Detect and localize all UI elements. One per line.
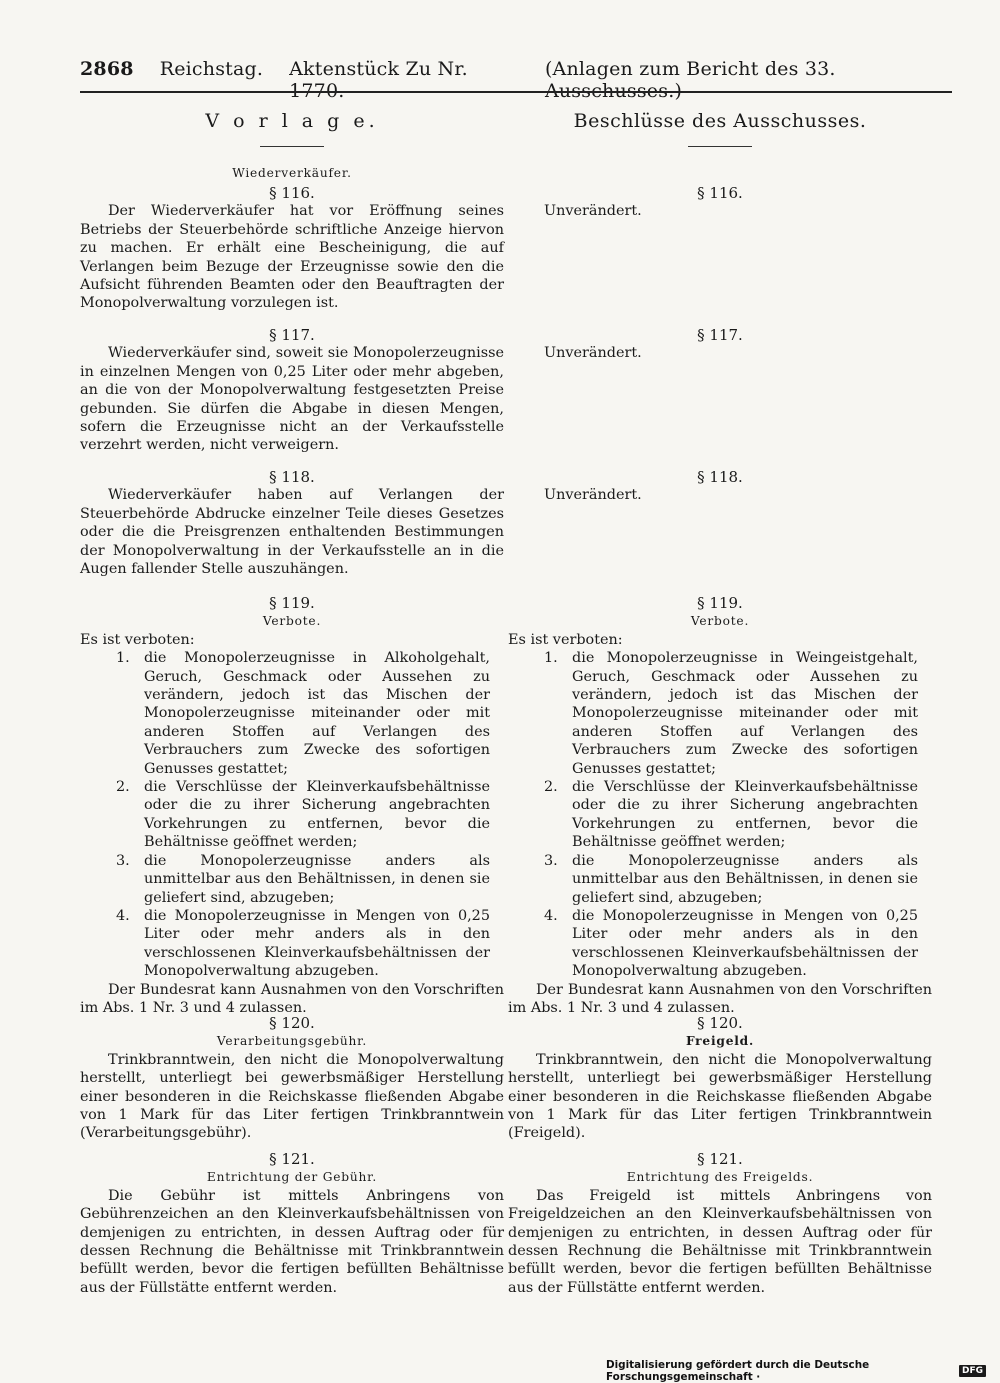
right-section-116 [508, 184, 932, 221]
section-number: § 121. [269, 1150, 315, 1168]
right-section-119 [508, 594, 932, 1017]
header-document: Aktenstück Zu Nr. 1770. [289, 58, 468, 102]
section-number: § 117. [697, 326, 743, 344]
section-text: Das Freigeld ist mittels Anbringens von Freigeldzeichen an den Kleinverkaufsbehältnissen von demjenigen zu entrichten, in dessen Auftrag oder für dessen Rechnung die Behältnisse mit Trinkbranntwein befüllt werden, bevor die fertigen befüllten Behältnisse aus der Füllstätte entfernt werden. [508, 1187, 932, 1296]
list-item: 1. die Monopolerzeugnisse in Alkoholgehalt, Geruch, Geschmack oder Aussehen zu verändern, jedoch ist das Mischen der Monopolerzeugnisse miteinander oder mit anderen Stoffen auf Verlangen des Verbrauchers zum Zwecke des sofortigen Genusses gestattet; [116, 650, 490, 777]
section-number: § 116. [269, 184, 315, 202]
section-text: Der Wiederverkäufer hat vor Eröffnung seines Betriebs der Steuerbehörde schriftliche Anzeige hiervon zu machen. Er erhält eine Bescheinigung, die auf Verlangen beim Bezuge der Erzeugnisse sowie den die Aufsicht führenden Beamten oder den Beauftragten der Monopolverwaltung vorzulegen ist. [80, 203, 504, 312]
list-item: 3. die Monopolerzeugnisse anders als unmittelbar aus den Behältnissen, in denen sie geliefert sind, abzugeben; [544, 852, 918, 906]
left-section-119 [80, 594, 504, 1017]
section-subtitle: Freigeld. [685, 1034, 755, 1049]
section-number: § 120. [269, 1014, 315, 1032]
section-number: § 121. [697, 1150, 743, 1168]
section-text: Wiederverkäufer haben auf Verlangen der Steuerbehörde Abdrucke einzelner Teile dieses Gesetzes oder die die Preisgrenzen enthaltenden Bestimmungen der Monopolverwaltung in der Verkaufsstelle an in die Augen fallender Stelle auszuhängen. [80, 487, 504, 578]
section-subtitle: Verbote. [690, 614, 750, 629]
page-header [80, 58, 960, 102]
section-intro: Es ist verboten: [80, 631, 195, 648]
left-section-117 [80, 326, 504, 455]
left-section-116 [80, 184, 504, 313]
section-number: § 118. [697, 468, 743, 486]
section-text: Trinkbranntwein, den nicht die Monopolverwaltung herstellt, unterliegt bei gewerbsmäßiger Herstellung einer besonderen in die Reichskasse fließenden Abgabe von 1 Mark für das Liter fertigen Trinkbranntwein (Freigeld). [508, 1051, 932, 1142]
digitization-credit [606, 1359, 986, 1383]
page-number: 2868 [80, 58, 134, 80]
list-item: 4. die Monopolerzeugnisse in Mengen von 0,25 Liter oder mehr anders als in den verschlossenen Kleinverkaufsbehältnissen der Monopolverwaltung abzugeben. [116, 907, 490, 980]
left-section-120 [80, 1014, 504, 1143]
right-column-title: Beschlüsse des Ausschusses. [573, 110, 867, 132]
left-title-rule [260, 146, 324, 147]
header-rule [80, 91, 952, 93]
section-subtitle: Entrichtung des Freigelds. [626, 1170, 814, 1185]
section-closing: Der Bundesrat kann Ausnahmen von den Vorschriften im Abs. 1 Nr. 3 und 4 zulassen. [508, 981, 932, 1016]
left-heading: Wiederverkäufer. [232, 166, 352, 180]
right-column [508, 108, 932, 1296]
section-text: Die Gebühr ist mittels Anbringens von Gebührenzeichen an den Kleinverkaufsbehältnissen von demjenigen zu entrichten, in dessen Auftrag oder für dessen Rechnung die Behältnisse mit Trinkbranntwein befüllt werden, bevor die fertigen befüllten Behältnisse aus der Füllstätte entfernt werden. [80, 1187, 504, 1296]
header-source: Reichstag. [159, 58, 264, 80]
left-heading-block [80, 164, 504, 182]
list-item: 1. die Monopolerzeugnisse in Weingeistgehalt, Geruch, Geschmack oder Aussehen zu verändern, jedoch ist das Mischen der Monopolerzeugnisse miteinander oder mit anderen Stoffen auf Verlangen des Verbrauchers zum Zwecke des sofortigen Genusses gestattet; [544, 650, 918, 777]
right-section-117 [508, 326, 932, 363]
section-subtitle: Verarbeitungsgebühr. [216, 1034, 368, 1049]
prohibition-list [508, 649, 932, 980]
left-section-121 [80, 1150, 504, 1297]
left-section-118 [80, 468, 504, 578]
section-subtitle: Entrichtung der Gebühr. [206, 1170, 378, 1185]
list-item: 4. die Monopolerzeugnisse in Mengen von 0,25 Liter oder mehr anders als in den verschlossenen Kleinverkaufsbehältnissen der Monopolverwaltung abzugeben. [544, 907, 918, 980]
left-column [80, 108, 504, 1296]
section-subtitle: Verbote. [262, 614, 322, 629]
right-section-121 [508, 1150, 932, 1297]
section-text: Wiederverkäufer sind, soweit sie Monopolerzeugnisse in einzelnen Mengen von 0,25 Liter oder mehr abgeben, an die von der Monopolverwaltung festgesetzten Preise gebunden. Sie dürfen die Abgabe in diesen Mengen, sofern die Erzeugnisse nicht an der Verkaufsstelle verzehrt werden, nicht verweigern. [80, 345, 504, 454]
section-number: § 117. [269, 326, 315, 344]
dfg-logo-icon: DFG [959, 1365, 986, 1377]
section-intro: Es ist verboten: [508, 631, 623, 648]
right-section-120 [508, 1014, 932, 1143]
section-number: § 119. [697, 594, 743, 612]
section-number: § 116. [697, 184, 743, 202]
section-text: Trinkbranntwein, den nicht die Monopolverwaltung herstellt, unterliegt bei gewerbsmäßiger Herstellung einer besonderen in die Reichskasse fließenden Abgabe von 1 Mark für das Liter fertigen Trinkbranntwein (Verarbeitungsgebühr). [80, 1051, 504, 1142]
list-item: 3. die Monopolerzeugnisse anders als unmittelbar aus den Behältnissen, in denen sie geliefert sind, abzugeben; [116, 852, 490, 906]
list-item: 2. die Verschlüsse der Kleinverkaufsbehältnisse oder die zu ihrer Sicherung angebrachten Vorkehrungen zu entfernen, bevor die Behältnisse geöffnet werden; [116, 779, 490, 851]
section-text: Unverändert. [544, 203, 642, 220]
section-text: Unverändert. [544, 345, 642, 362]
section-number: § 118. [269, 468, 315, 486]
credit-text: Digitalisierung gefördert durch die Deutsche Forschungsgemeinschaft · [606, 1359, 870, 1383]
section-number: § 120. [697, 1014, 743, 1032]
left-column-title: V o r l a g e. [205, 110, 379, 132]
section-text: Unverändert. [544, 487, 642, 504]
section-closing: Der Bundesrat kann Ausnahmen von den Vorschriften im Abs. 1 Nr. 3 und 4 zulassen. [80, 981, 504, 1016]
right-title-rule [688, 146, 752, 147]
section-number: § 119. [269, 594, 315, 612]
right-section-118 [508, 468, 932, 505]
list-item: 2. die Verschlüsse der Kleinverkaufsbehältnisse oder die zu ihrer Sicherung angebrachten Vorkehrungen zu entfernen, bevor die Behältnisse geöffnet werden; [544, 779, 918, 851]
prohibition-list [80, 649, 504, 980]
header-annotation: (Anlagen zum Bericht des 33. Ausschusses.) [544, 58, 836, 102]
